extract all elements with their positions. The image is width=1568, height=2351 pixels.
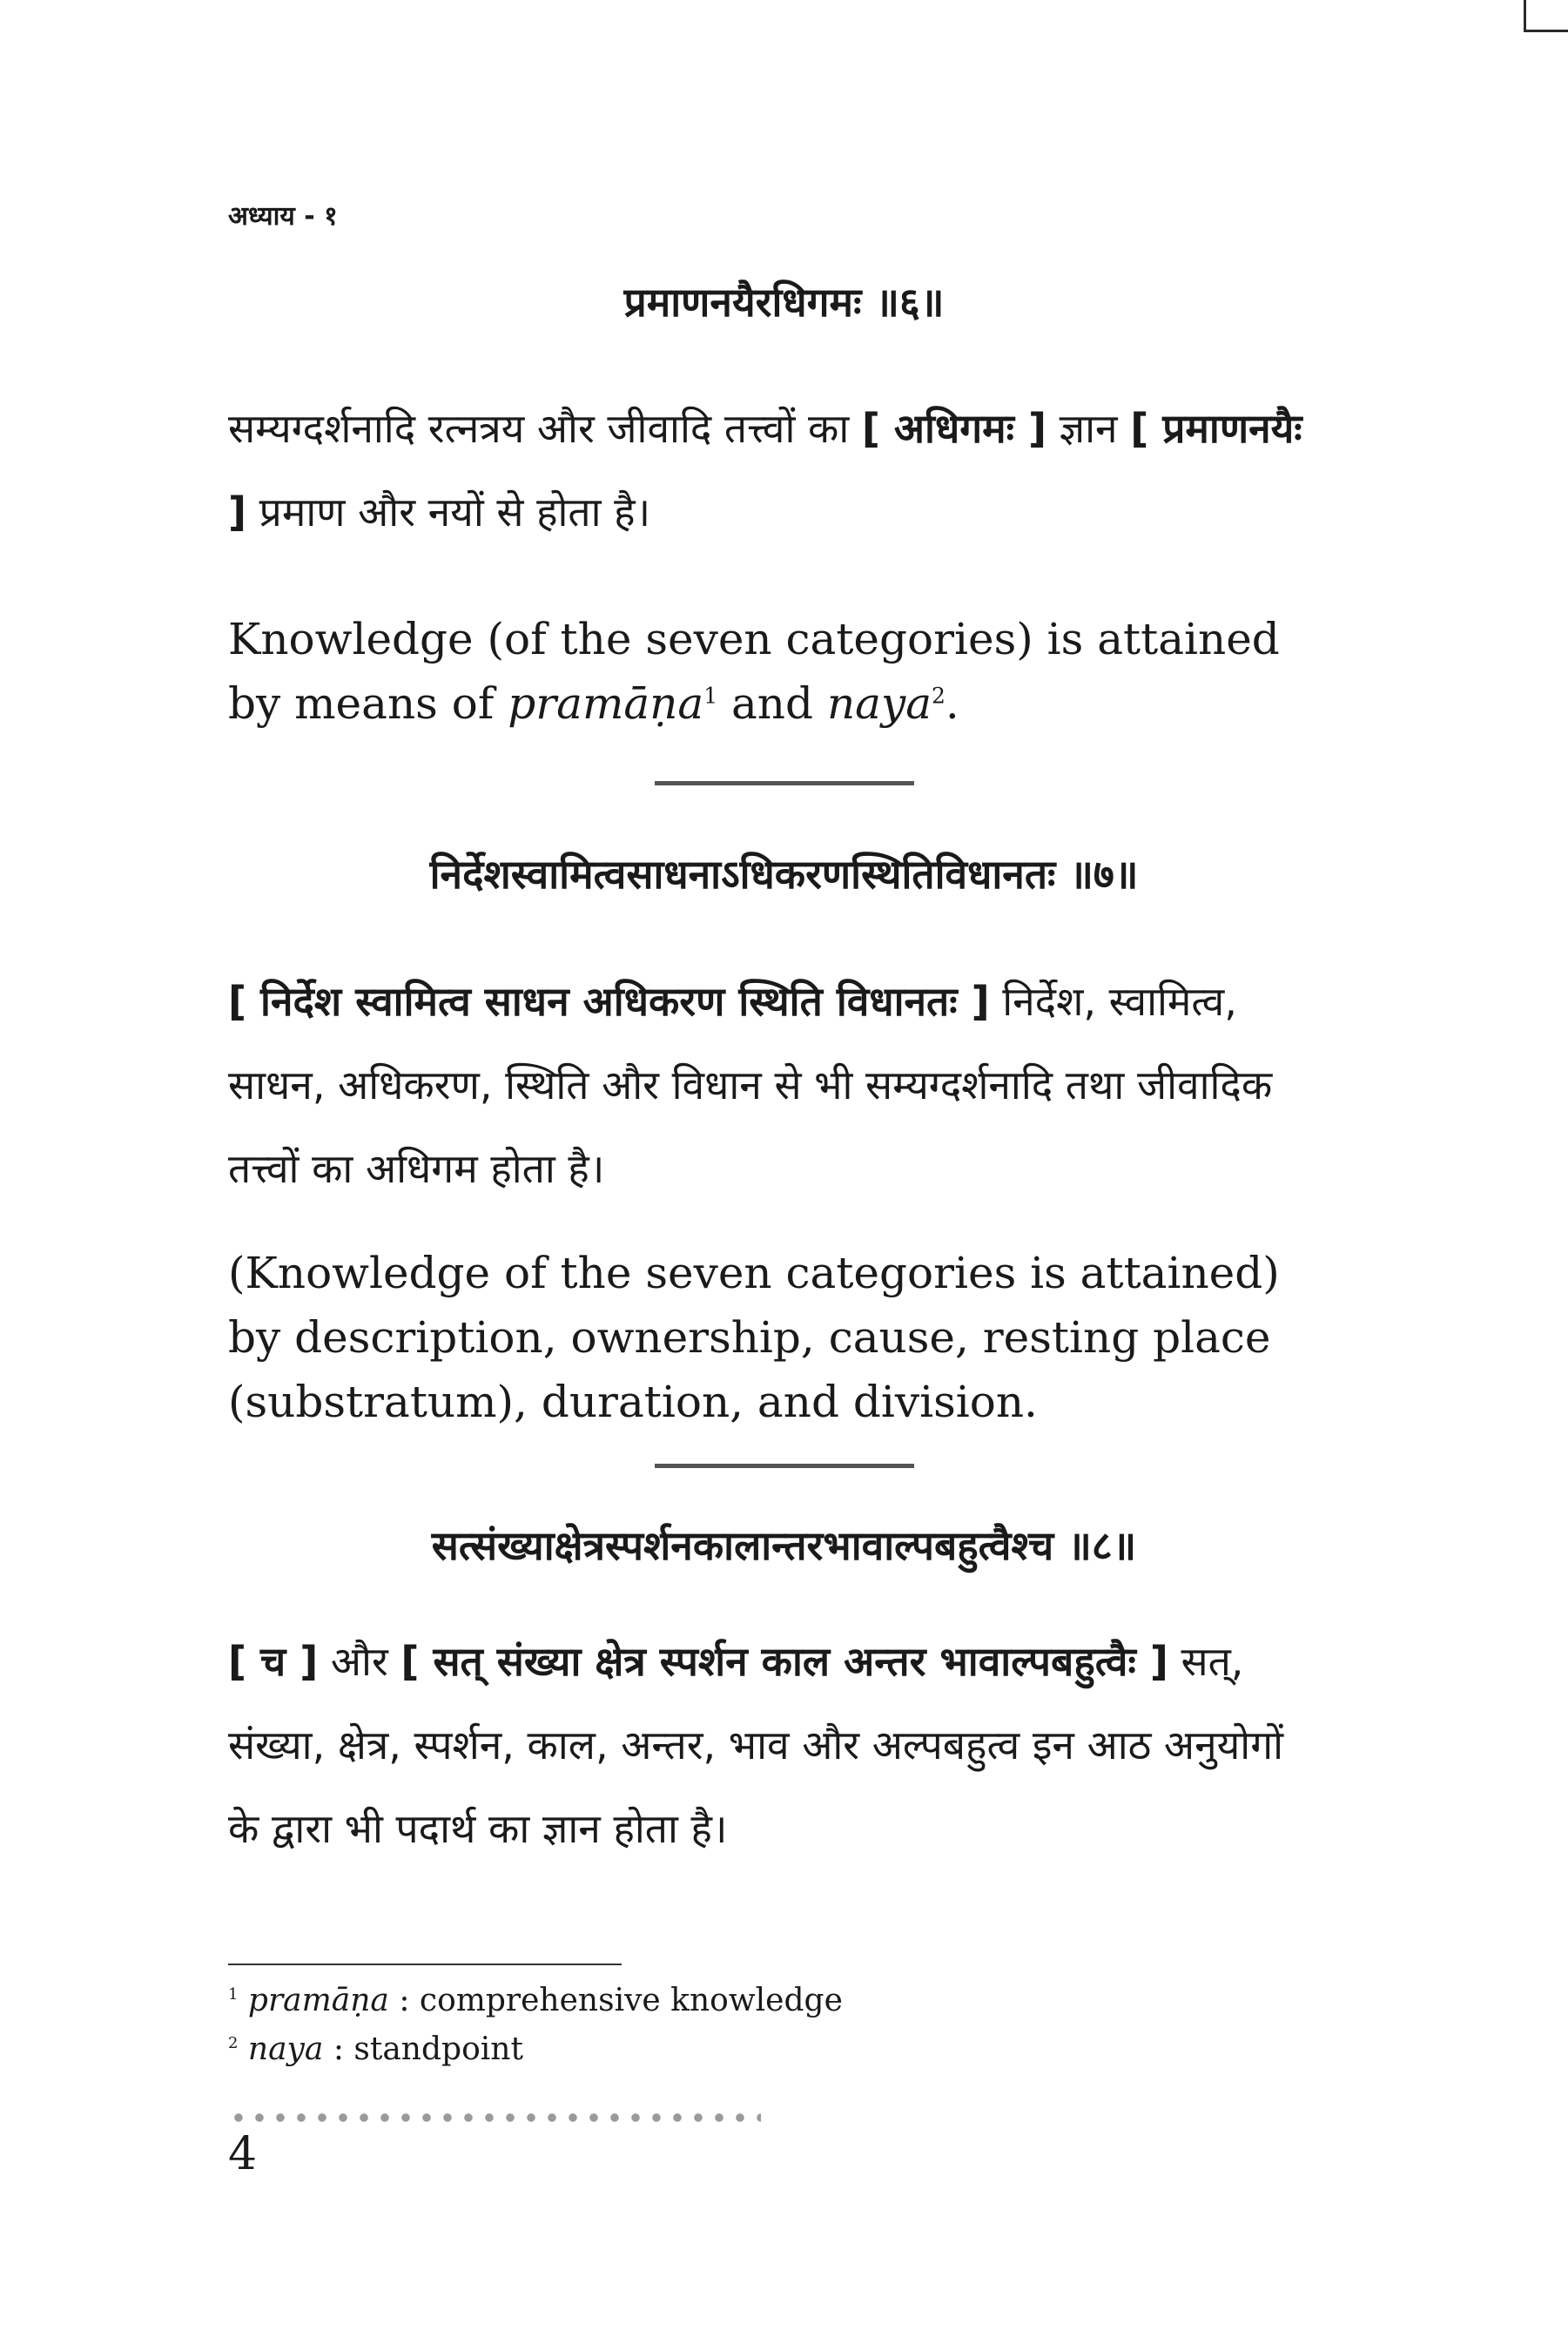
dotted-separator bbox=[228, 2112, 761, 2123]
footnote-ref-1[interactable]: 1 bbox=[703, 683, 718, 709]
page-number: 4 bbox=[228, 2128, 258, 2180]
term-pramana: pramāṇa bbox=[508, 678, 704, 729]
english-text: . bbox=[945, 678, 959, 729]
hindi-text: सत्, संख्या, क्षेत्र, स्पर्शन, काल, अन्तर, भाव और अल्पबहुत्व इन आठ अनुयोगों के द्वारा भी पदार्थ का ज्ञान होता है। bbox=[228, 1638, 1284, 1852]
hindi-term: [ अधिगमः ] bbox=[861, 405, 1046, 452]
footnote-1 bbox=[228, 1981, 843, 2021]
sutra-7-title: निर्देशस्वामित्वसाधनाऽधिकरणस्थितिविधानतः ॥७॥ bbox=[429, 851, 1139, 898]
section-divider bbox=[655, 1464, 914, 1468]
footnote-term: pramāṇa bbox=[247, 1983, 389, 2018]
footnote-ref-2[interactable]: 2 bbox=[932, 683, 946, 709]
footnote-number: 1 bbox=[228, 1985, 239, 2004]
footnote-text: : standpoint bbox=[333, 2031, 523, 2067]
hindi-text: निर्देश, स्वामित्व, साधन, अधिकरण, स्थिति और विधान से भी सम्यग्दर्शनादि तथा जीवादिक तत्त्वों का अधिगम होता है। bbox=[228, 978, 1273, 1192]
hindi-term: [ च ] bbox=[228, 1638, 319, 1685]
footnote-term: naya bbox=[247, 2031, 324, 2067]
sutra-6-title: प्रमाणनयैरधिगमः ॥६॥ bbox=[623, 279, 945, 326]
crop-mark bbox=[1524, 0, 1568, 32]
english-text: and bbox=[731, 678, 814, 729]
hindi-term: [ प्रमाणनयैः ] bbox=[228, 405, 1302, 536]
term-naya: naya bbox=[826, 678, 932, 729]
sutra-8-hindi bbox=[228, 1620, 1325, 1870]
sutra-6-english bbox=[228, 607, 1325, 736]
sutra-7-english: (Knowledge of the seven categories is attained) by description, ownership, cause, resting place (substratum), duration, and division. bbox=[228, 1248, 1280, 1427]
footnote-rule bbox=[228, 1964, 622, 1965]
hindi-text: ज्ञान bbox=[1059, 405, 1118, 452]
section-divider bbox=[655, 781, 914, 785]
sutra-8-title: सत्संख्याक्षेत्रस्पर्शनकालान्तरभावाल्पबहुत्वैश्च ॥८॥ bbox=[431, 1522, 1137, 1569]
hindi-text: और bbox=[330, 1638, 388, 1685]
running-head: अध्याय - १ bbox=[228, 201, 338, 232]
hindi-text: प्रमाण और नयों से होता है। bbox=[259, 488, 651, 536]
sutra-7-hindi bbox=[228, 960, 1325, 1210]
hindi-term: [ निर्देश स्वामित्व साधन अधिकरण स्थिति विधानतः ] bbox=[228, 978, 990, 1025]
english-text: Knowledge (of the seven categories) is attained by means of bbox=[228, 614, 1280, 729]
footnote-2 bbox=[228, 2030, 523, 2070]
footnote-number: 2 bbox=[228, 2034, 239, 2052]
hindi-text: सम्यग्दर्शनादि रत्नत्रय और जीवादि तत्त्वों का bbox=[228, 405, 850, 452]
footnote-text: : comprehensive knowledge bbox=[399, 1983, 843, 2018]
sutra-6-hindi bbox=[228, 387, 1325, 554]
hindi-term: [ सत् संख्या क्षेत्र स्पर्शन काल अन्तर भावाल्पबहुत्वैः ] bbox=[400, 1638, 1168, 1685]
